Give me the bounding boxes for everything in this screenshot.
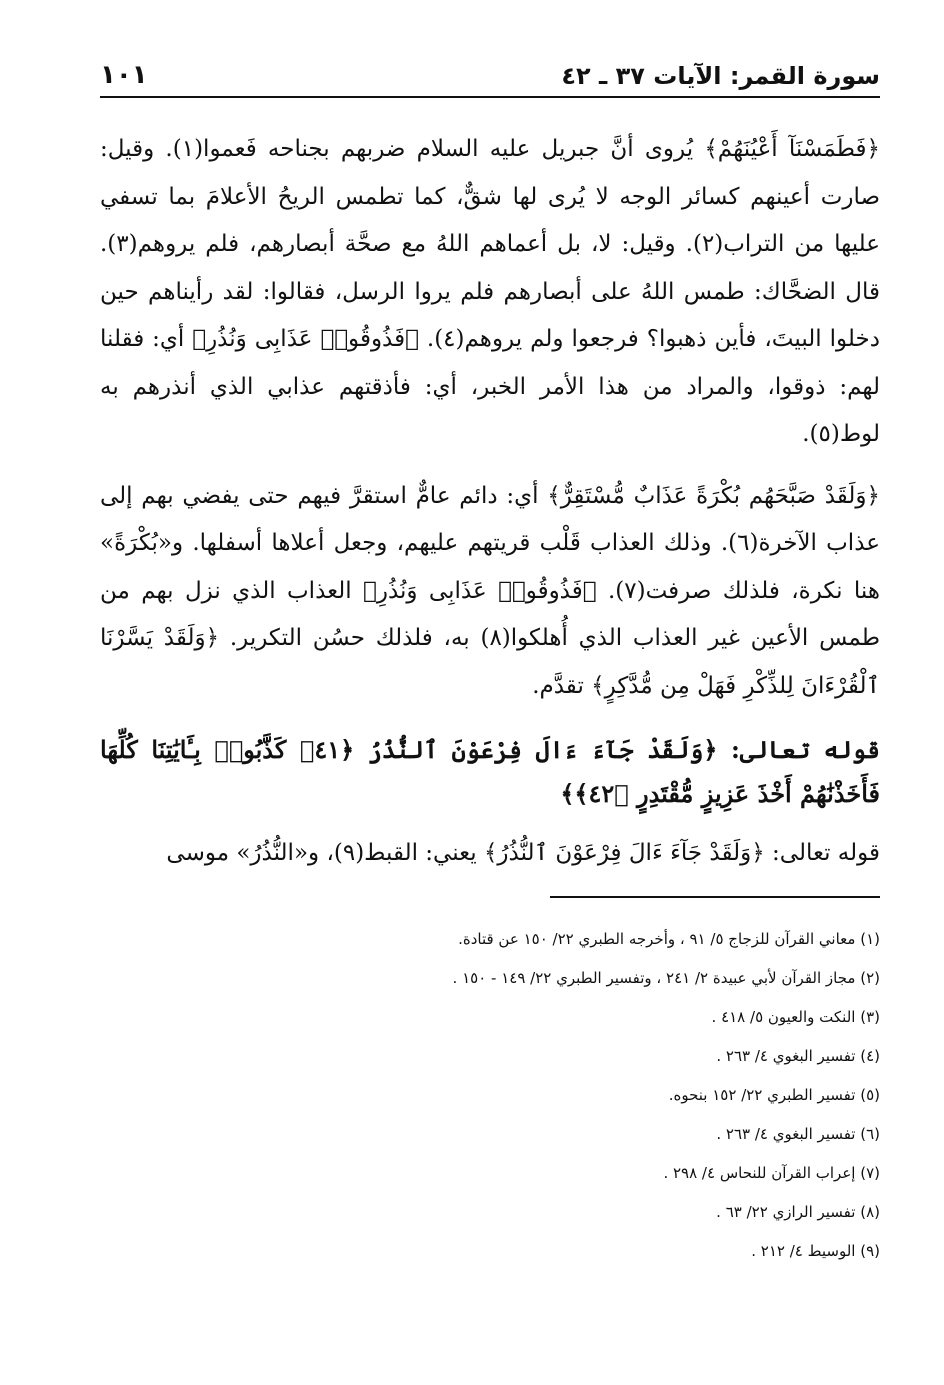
verse-heading: قوله تعالى: ﴿وَلَقَدْ جَآءَ ءَالَ فِرْعَوْنَ ٱلنُّذُرُ ﴿٤١﴾ كَذَّبُوا۟ بِـَٔايَٰتِنَا كُلِّهَا فَأَخَذْنَٰهُمْ أَخْذَ عَزِيزٍ مُّقْتَدِرٍ ﴿٤٢﴾﴾ (100, 735, 880, 808)
footnote-6: (٦) تفسير البغوي ٤/ ٢٦٣ . (716, 1124, 880, 1143)
main-text (100, 126, 880, 878)
footnote-5: (٥) تفسير الطبري ٢٢/ ١٥٢ بنحوه. (668, 1085, 880, 1104)
page-number: ١٠١ (100, 60, 148, 90)
footnote-separator (550, 896, 880, 898)
paragraph-1: ﴿فَطَمَسْنَآ أَعْيُنَهُمْ﴾ يُروى أنَّ جبريل عليه السلام ضربهم بجناحه فَعموا(١). وقيل: صارت أعينهم كسائر الوجه لا يُرى لها شقٌّ، كما تطمس الريحُ الأعلامَ بما تسفي عليها من التراب(٢). وقيل: لا، بل أعماهم اللهُ مع صحَّة أبصارهم، فلم يروهم(٣). قال الضحَّاك: طمس اللهُ على أبصارهم فلم يروا الرسل، فقالوا: لقد رأيناهم حين دخلوا البيتَ، فأين ذهبوا؟ فرجعوا ولم يروهم(٤). ﴿فَذُوقُوا۟ عَذَابِى وَنُذُرِ﴾ أي: فقلنا لهم: ذوقوا، والمراد من هذا الأمر الخبر، أي: فأذقتهم عذابي الذي أنذرهم به لوط(٥). (100, 136, 881, 447)
footnote-7: (٧) إعراب القرآن للنحاس ٤/ ٢٩٨ . (663, 1163, 880, 1182)
footnote-3: (٣) النكت والعيون ٥/ ٤١٨ . (711, 1007, 880, 1026)
running-title: سورة القمر: الآيات ٣٧ ـ ٤٢ (561, 62, 880, 90)
paragraph-2: ﴿وَلَقَدْ صَبَّحَهُم بُكْرَةً عَذَابٌ مُّسْتَقِرٌّ﴾ أي: دائم عامٌّ استقرَّ فيهم حتى يفضي بهم إلى عذاب الآخرة(٦). وذلك العذاب قَلْب قريتهم عليهم، وجعل أعلاها أسفلها. و«بُكْرَةً» هنا نكرة، فلذلك صرفت(٧). ﴿فَذُوقُوا۟ عَذَابِى وَنُذُرِ﴾ العذاب الذي نزل بهم من طمس الأعين غير العذاب الذي أُهلكوا(٨) به، فلذلك حسُن التكرير. ﴿وَلَقَدْ يَسَّرْنَا ٱلْقُرْءَانَ لِلذِّكْرِ فَهَلْ مِن مُّدَّكِرٍ﴾ تقدَّم. (100, 482, 881, 699)
footnotes (100, 920, 880, 1271)
footnote-2: (٢) مجاز القرآن لأبي عبيدة ٢/ ٢٤١ ، وتفسير الطبري ٢٢/ ١٤٩ - ١٥٠ . (452, 968, 880, 987)
footnote-4: (٤) تفسير البغوي ٤/ ٢٦٣ . (716, 1046, 880, 1065)
footnote-9: (٩) الوسيط ٤/ ٢١٢ . (751, 1241, 880, 1260)
footnote-1: (١) معاني القرآن للزجاج ٥/ ٩١ ، وأخرجه الطبري ٢٢/ ١٥٠ عن قتادة. (458, 929, 880, 948)
book-page (100, 60, 880, 1271)
paragraph-3: قوله تعالى: ﴿وَلَقَدْ جَآءَ ءَالَ فِرْعَوْنَ ٱلنُّذُرُ﴾ يعني: القبط(٩)، و«النُّذُرُ» موسى (166, 840, 880, 866)
page-header (100, 60, 880, 98)
footnote-8: (٨) تفسير الرازي ٢٢/ ٦٣ . (716, 1202, 880, 1221)
